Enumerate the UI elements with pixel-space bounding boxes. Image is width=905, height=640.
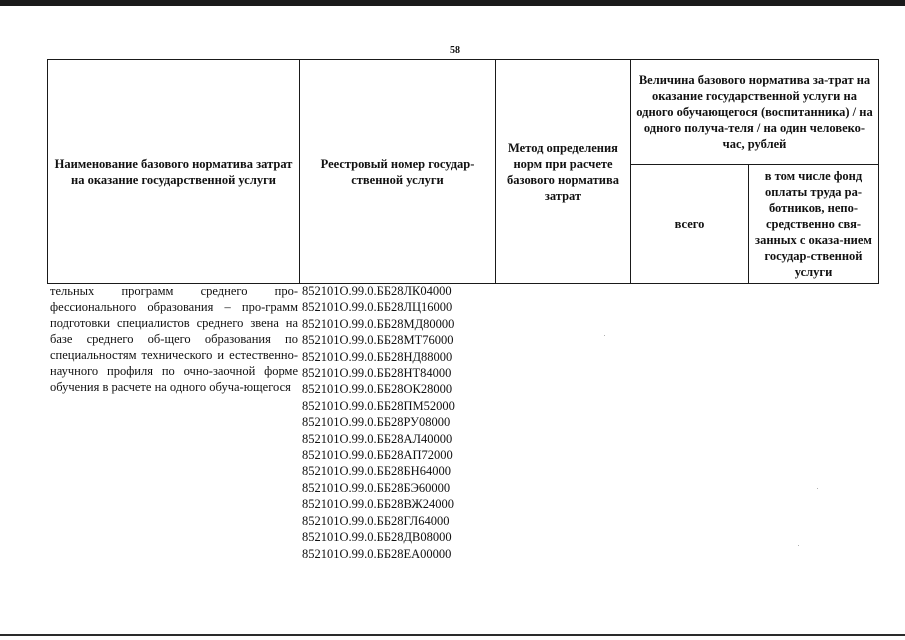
header-payroll-fund: в том числе фонд оплаты труда ра-ботников, непо-средственно свя-занных с оказа-нием государ-ственной услуги (749, 165, 879, 284)
registry-number: 852101О.99.0.ББ28НТ84000 (302, 366, 452, 381)
header-method: Метод определения норм при расчете базового норматива затрат (496, 60, 631, 284)
registry-number: 852101О.99.0.ББ28ВЖ24000 (302, 497, 454, 512)
header-total: всего (631, 165, 749, 284)
registry-number: 852101О.99.0.ББ28МТ76000 (302, 333, 454, 348)
scan-speck (604, 335, 605, 336)
registry-number: 852101О.99.0.ББ28ЛК04000 (302, 284, 452, 298)
service-name-text: тельных программ среднего про-фессионального образования – про-грамм подготовки специалистов среднего звена на базе среднего об-щего образования по специальностям технического и естественно-научного профиля по очно-заочной форме обучения в расчете на одного обуча-ющегося (50, 284, 298, 394)
registry-number: 852101О.99.0.ББ28НД88000 (302, 349, 453, 364)
header-registry-number: Реестровый номер государ-ственной услуги (300, 60, 496, 284)
page-number: 58 (450, 45, 460, 56)
registry-number: 852101О.99.0.ББ28МД80000 (302, 316, 455, 331)
scan-speck (817, 488, 818, 489)
registry-number: 852101О.99.0.ББ28АП72000 (302, 448, 453, 463)
scan-speck (798, 545, 799, 546)
scan-edge-top (0, 0, 905, 6)
header-service-name: Наименование базового норматива затрат на оказание государственной услуги (48, 60, 300, 284)
registry-number: 852101О.99.0.ББ28ГЛ64000 (302, 513, 450, 528)
registry-number: 852101О.99.0.ББ28РУ08000 (302, 415, 451, 430)
registry-number: 852101О.99.0.ББ28ПМ52000 (302, 398, 455, 413)
registry-number: 852101О.99.0.ББ28БН64000 (302, 464, 451, 479)
registry-number: 852101О.99.0.ББ28АЛ40000 (302, 431, 453, 446)
registry-number: 852101О.99.0.ББ28ОК28000 (302, 382, 453, 397)
header-norm-value: Величина базового норматива за-трат на оказание государственной услуги на одного обучающегося (воспитанника) / на одного получа-теля / на один человеко-час, рублей (631, 60, 879, 165)
registry-number: 852101О.99.0.ББ28ДВ08000 (302, 530, 452, 545)
scan-edge-bottom (0, 634, 905, 636)
norms-table-header (47, 59, 879, 284)
registry-number: 852101О.99.0.ББ28БЭ60000 (302, 480, 451, 495)
registry-number: 852101О.99.0.ББ28ЕА00000 (302, 546, 452, 561)
registry-number: 852101О.99.0.ББ28ЛЦ16000 (302, 300, 453, 315)
registry-number-list (302, 283, 455, 562)
